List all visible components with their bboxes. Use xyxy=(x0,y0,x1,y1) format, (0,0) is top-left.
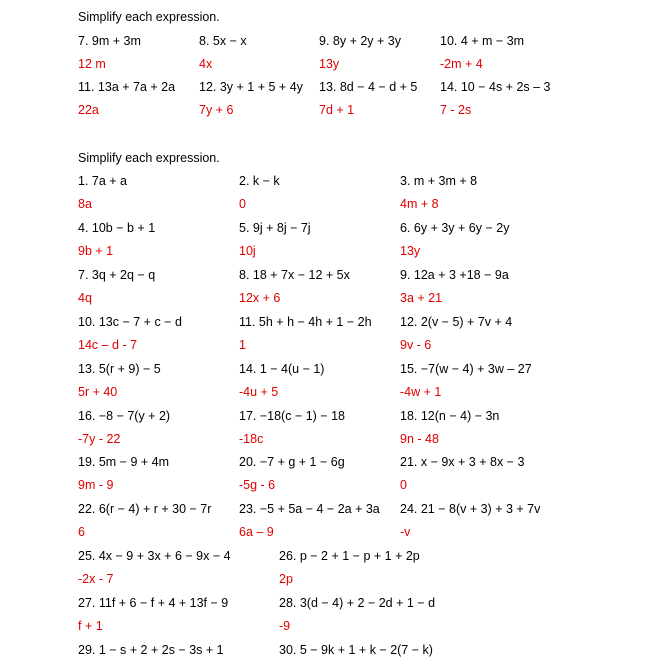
answer-text: 5r + 40 xyxy=(78,385,118,399)
problem-text: 10. 13c − 7 + c − d xyxy=(78,315,182,329)
problem-text: 16. −8 − 7(y + 2) xyxy=(78,409,171,423)
problem-text: 6. 6y + 3y + 6y − 2y xyxy=(400,221,510,235)
answer-text: 7y + 6 xyxy=(199,103,234,117)
problem-text: 10. 4 + m − 3m xyxy=(440,34,525,48)
answer-text: -4w + 1 xyxy=(400,385,442,399)
problem-text: 23. −5 + 5a − 4 − 2a + 3a xyxy=(239,502,380,516)
answer-text: 7d + 1 xyxy=(319,103,355,117)
problem-text: 12. 3y + 1 + 5 + 4y xyxy=(199,80,303,94)
answer-text: 2p xyxy=(279,572,293,586)
problem-text: 7. 3q + 2q − q xyxy=(78,268,156,282)
section-2-heading: Simplify each expression. xyxy=(78,151,220,165)
answer-text: 12x + 6 xyxy=(239,291,281,305)
problem-text: 29. 1 − s + 2 + 2s − 3s + 1 xyxy=(78,643,224,657)
problem-text: 13. 5(r + 9) − 5 xyxy=(78,362,161,376)
problem-text: 19. 5m − 9 + 4m xyxy=(78,455,170,469)
problem-text: 28. 3(d − 4) + 2 − 2d + 1 − d xyxy=(279,596,436,610)
problem-text: 12. 2(v − 5) + 7v + 4 xyxy=(400,315,513,329)
answer-text: -18c xyxy=(239,432,264,446)
answer-text: 0 xyxy=(239,197,246,211)
answer-text: -2m + 4 xyxy=(440,57,483,71)
answer-text: f + 1 xyxy=(78,619,103,633)
problem-text: 24. 21 − 8(v + 3) + 3 + 7v xyxy=(400,502,541,516)
problem-text: 17. −18(c − 1) − 18 xyxy=(239,409,345,423)
answer-text: 1 xyxy=(239,338,246,352)
answer-text: -5g - 6 xyxy=(239,478,276,492)
answer-text: 0 xyxy=(400,478,407,492)
answer-text: 22a xyxy=(78,103,99,117)
answer-text: 6a – 9 xyxy=(239,525,274,539)
answer-text: 8a xyxy=(78,197,92,211)
answer-text: -9 xyxy=(279,619,291,633)
problem-text: 14. 1 − 4(u − 1) xyxy=(239,362,325,376)
answer-text: 4m + 8 xyxy=(400,197,439,211)
answer-text: 6 xyxy=(78,525,85,539)
problem-text: 13. 8d − 4 − d + 5 xyxy=(319,80,418,94)
answer-text: 9n - 48 xyxy=(400,432,439,446)
problem-text: 22. 6(r − 4) + r + 30 − 7r xyxy=(78,502,212,516)
section-1-heading: Simplify each expression. xyxy=(78,10,220,24)
answer-text: -4u + 5 xyxy=(239,385,279,399)
problem-text: 26. p − 2 + 1 − p + 1 + 2p xyxy=(279,549,420,563)
answer-text: -v xyxy=(400,525,411,539)
problem-text: 15. −7(w − 4) + 3w – 27 xyxy=(400,362,532,376)
problem-text: 21. x − 9x + 3 + 8x − 3 xyxy=(400,455,525,469)
answer-text: 12 m xyxy=(78,57,106,71)
answer-text: 9m - 9 xyxy=(78,478,114,492)
problem-text: 11. 5h + h − 4h + 1 − 2h xyxy=(239,315,372,329)
problem-text: 3. m + 3m + 8 xyxy=(400,174,478,188)
answer-text: 14c – d - 7 xyxy=(78,338,138,352)
problem-text: 30. 5 − 9k + 1 + k − 2(7 − k) xyxy=(279,643,433,657)
answer-text: -2x - 7 xyxy=(78,572,114,586)
answer-text: 4x xyxy=(199,57,213,71)
problem-text: 5. 9j + 8j − 7j xyxy=(239,221,311,235)
problem-text: 4. 10b − b + 1 xyxy=(78,221,156,235)
problem-text: 27. 11f + 6 − f + 4 + 13f − 9 xyxy=(78,596,229,610)
problem-text: 14. 10 − 4s + 2s – 3 xyxy=(440,80,551,94)
problem-text: 9. 8y + 2y + 3y xyxy=(319,34,401,48)
problem-text: 11. 13a + 7a + 2a xyxy=(78,80,176,94)
answer-text: 4q xyxy=(78,291,92,305)
answer-text: 9v - 6 xyxy=(400,338,432,352)
problem-text: 2. k − k xyxy=(239,174,280,188)
answer-text: 10j xyxy=(239,244,256,258)
answer-text: 3a + 21 xyxy=(400,291,443,305)
problem-text: 8. 5x − x xyxy=(199,34,247,48)
problem-text: 8. 18 + 7x − 12 + 5x xyxy=(239,268,350,282)
answer-text: 13y xyxy=(319,57,340,71)
answer-text: -7y - 22 xyxy=(78,432,121,446)
problem-text: 18. 12(n − 4) − 3n xyxy=(400,409,500,423)
problem-text: 20. −7 + g + 1 − 6g xyxy=(239,455,345,469)
problem-text: 9. 12a + 3 +18 − 9a xyxy=(400,268,509,282)
problem-text: 7. 9m + 3m xyxy=(78,34,141,48)
problem-text: 25. 4x − 9 + 3x + 6 − 9x − 4 xyxy=(78,549,231,563)
answer-text: 13y xyxy=(400,244,421,258)
answer-text: 9b + 1 xyxy=(78,244,114,258)
problem-text: 1. 7a + a xyxy=(78,174,127,188)
answer-text: 7 - 2s xyxy=(440,103,472,117)
